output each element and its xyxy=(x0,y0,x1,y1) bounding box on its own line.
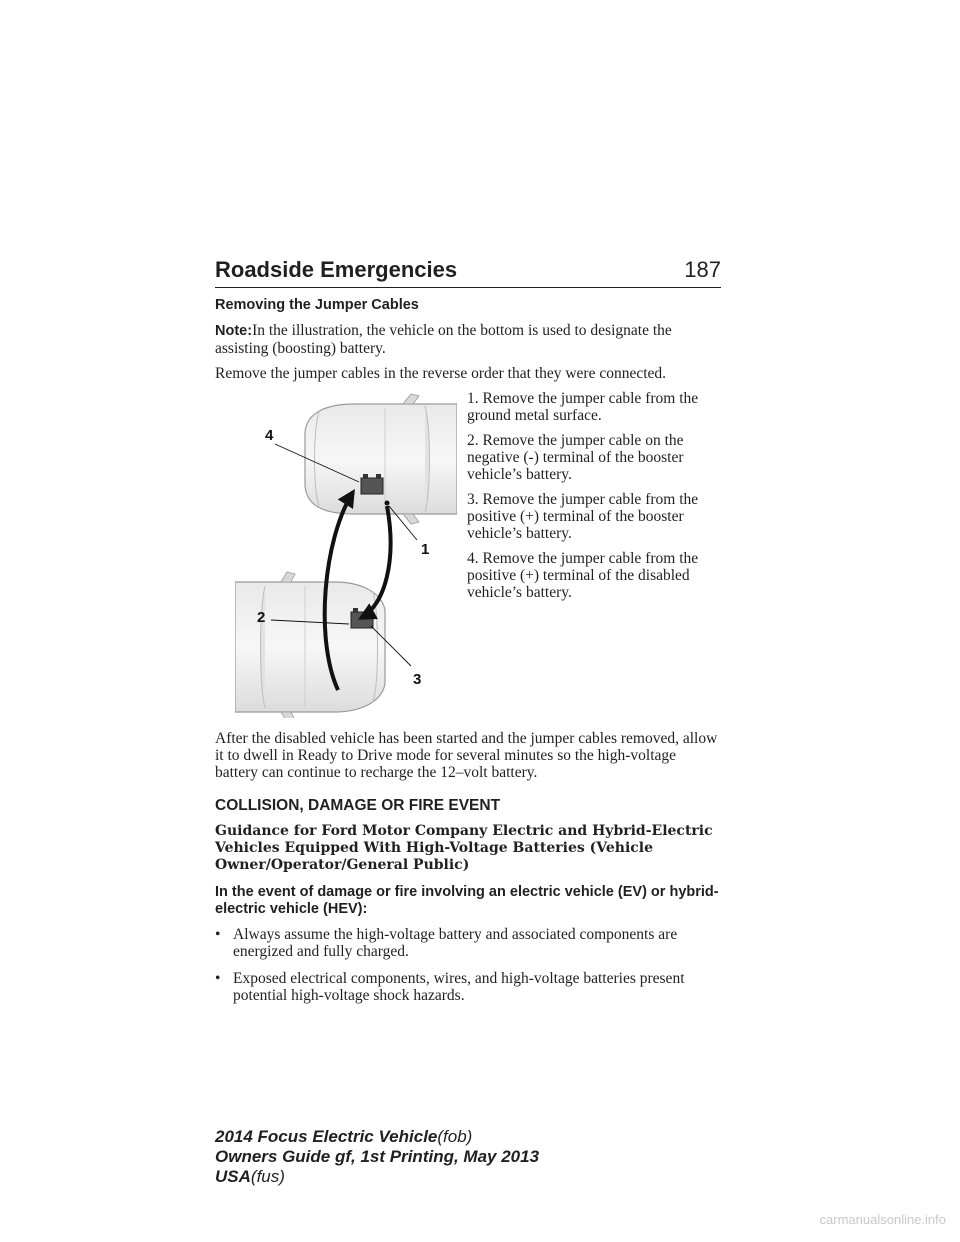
figure-row xyxy=(215,390,721,722)
page-number: 187 xyxy=(684,257,721,282)
callout-2: 2 xyxy=(257,609,266,626)
disabled-vehicle xyxy=(305,394,457,524)
site-watermark: carmanualsonline.info xyxy=(819,1212,946,1227)
bullet-glyph: • xyxy=(215,970,221,987)
step-2: 2. Remove the jumper cable on the negative (-) terminal of the booster vehicle’s battery. xyxy=(467,432,684,483)
note-label: Note: xyxy=(215,323,253,339)
footer-line-3: USA(fus) xyxy=(215,1167,285,1186)
step-1: 1. Remove the jumper cable from the ground metal surface. xyxy=(467,390,699,424)
guidance-heading: Guidance for Ford Motor Company Electric and Hybrid-Electric Vehicles Equipped With High-Voltage Batteries (Vehicle Owner/Operator/General Public) xyxy=(215,823,713,873)
bullet-glyph: • xyxy=(215,926,221,943)
collision-heading: COLLISION, DAMAGE OR FIRE EVENT xyxy=(215,797,501,814)
callout-1: 1 xyxy=(421,541,430,558)
removal-steps xyxy=(467,390,721,609)
page-content xyxy=(215,296,721,1014)
after-paragraph: After the disabled vehicle has been started and the jumper cables removed, allow it to dwell in Ready to Drive mode for several minutes so the high-voltage battery can continue to recharge the 12–volt battery. xyxy=(215,730,718,781)
section-title: Roadside Emergencies xyxy=(215,257,458,282)
event-heading: In the event of damage or fire involving an electric vehicle (EV) or hybrid-electric vehicle (HEV): xyxy=(215,884,719,917)
page-header xyxy=(215,255,721,288)
footer-line-1: 2014 Focus Electric Vehicle(fob) xyxy=(215,1127,473,1146)
step-4: 4. Remove the jumper cable from the positive (+) terminal of the disabled vehicle’s battery. xyxy=(467,550,699,601)
ground-point xyxy=(385,501,390,506)
note-paragraph xyxy=(215,322,721,357)
subsection-heading: Removing the Jumper Cables xyxy=(215,297,419,313)
hazard-list xyxy=(215,926,721,1004)
booster-vehicle xyxy=(235,572,385,718)
footer-line-2: Owners Guide gf, 1st Printing, May 2013 xyxy=(215,1147,540,1166)
document-footer xyxy=(215,1127,539,1187)
list-item: • Always assume the high-voltage battery and associated components are energized and fully charged. xyxy=(215,926,678,960)
jumper-cable-illustration xyxy=(235,390,457,718)
callout-3: 3 xyxy=(413,671,422,688)
intro-paragraph: Remove the jumper cables in the reverse order that they were connected. xyxy=(215,365,667,382)
list-item: • Exposed electrical components, wires, and high-voltage batteries present potential high-voltage shock hazards. xyxy=(215,970,685,1004)
callout-4: 4 xyxy=(265,427,274,444)
note-text: In the illustration, the vehicle on the bottom is used to designate the assisting (boosting) battery. xyxy=(215,322,672,357)
step-3: 3. Remove the jumper cable from the positive (+) terminal of the booster vehicle’s battery. xyxy=(467,491,699,542)
